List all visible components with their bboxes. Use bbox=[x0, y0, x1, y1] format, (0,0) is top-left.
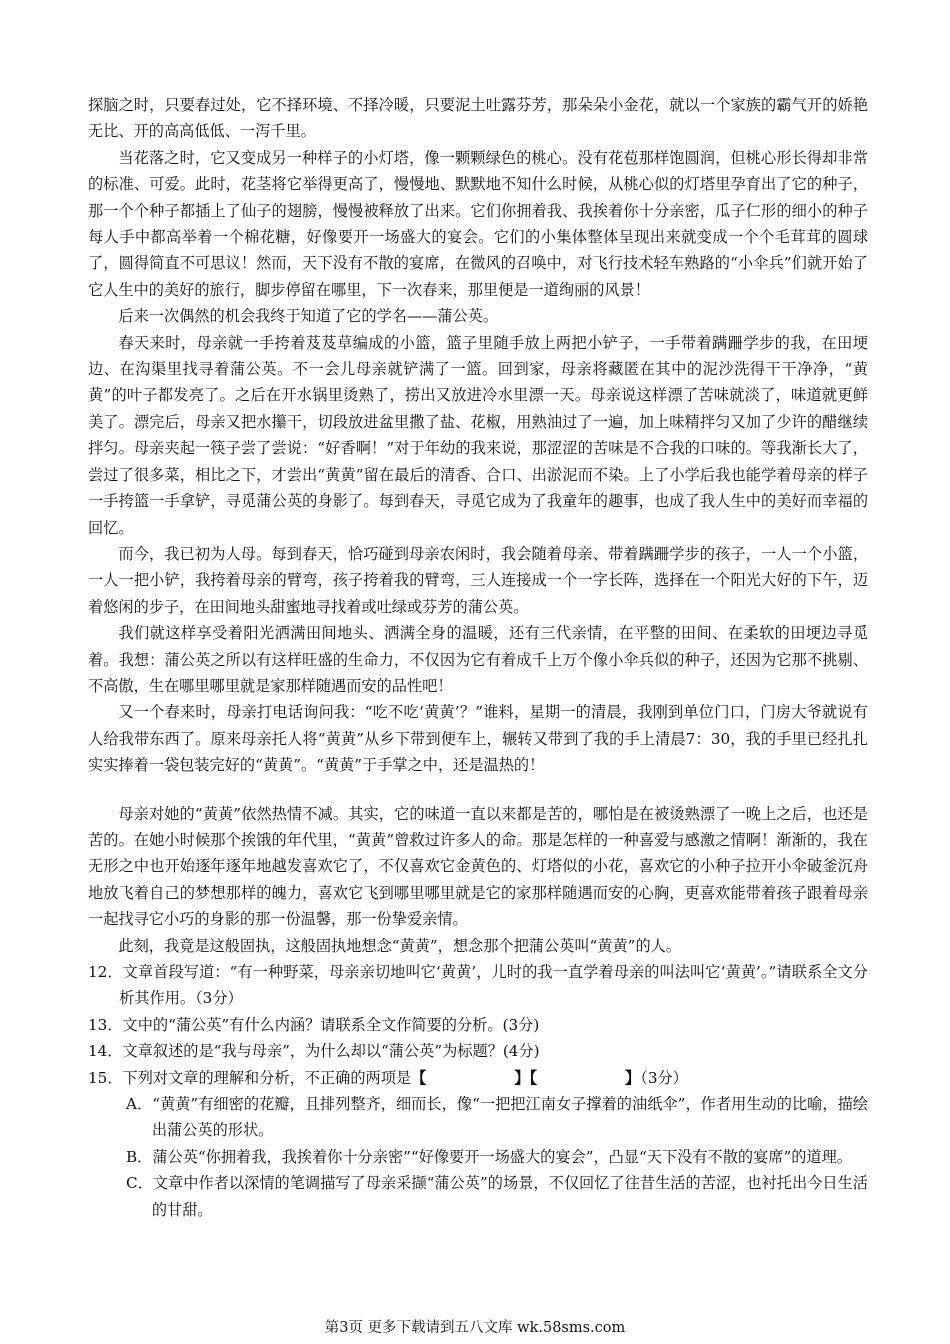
answer-bracket-open: 【 bbox=[411, 1068, 427, 1087]
paragraph: 而今，我已初为人母。每到春天，恰巧碰到母亲农闲时，我会随着母亲、带着蹒跚学步的孩子，一人一个小篮，一人一把小铲，我挎着母亲的臂弯，孩子挎着我的臂弯，三人连接成一个一字长阵，选择在一个阳光大好的下午，迈着悠闲的步子，在田间地头甜蜜地寻找着或吐绿或芬芳的蒲公英。 bbox=[88, 544, 868, 616]
answer-bracket-close: 】 bbox=[514, 1068, 530, 1087]
paragraph: 探脑之时，只要春过处，它不择环境、不择冷暖，只要泥土吐露芬芳，那朵朵小金花，就以一个家族的霸气开的娇艳无比、开的高高低低、一泻千里。 bbox=[88, 96, 868, 141]
paragraph: 当花落之时，它又变成另一种样子的小灯塔，像一颗颗绿色的桃心。没有花苞那样饱圆润，但桃心形长得却非常的标准、可爱。此时，花茎将它举得更高了，慢慢地、默默地不知什么时候，从桃心似的灯塔里孕育出了它的种子，那一个个种子都插上了仙子的翅膀，慢慢被释放了出来。它们你拥着我、我挨着你十分亲密，瓜子仁形的细小的种子每人手中都高举着一个棉花糖，好像要开一场盛大的宴会。它们的小集体整体呈现出来就变成一个个毛茸茸的圆球了，圆得简直不可思议！然而，天下没有不散的宴席，在微风的召唤中，对飞行技术轻车熟路的“小伞兵”们就开始了它人生中的美好的旅行，脚步停留在哪里，下一次春来，那里便是一道绚丽的风景！ bbox=[88, 148, 868, 299]
option-a: A．“黄黄”有细密的花瓣，且排列整齐，细而长，像“一把把江南女子撑着的油纸伞”，作者用生动的比喻，描绘出蒲公英的形状。 bbox=[126, 1095, 868, 1140]
question-12: 12．文章首段写道：“有一种野菜，母亲亲切地叫它‘黄黄’，儿时的我一直学着母亲的叫法叫它‘黄黄’。”请联系全文分析其作用。（3分） bbox=[88, 963, 868, 1008]
option-b: B．蒲公英“你拥着我，我挨着你十分亲密”“好像要开一场盛大的宴会”，凸显“天下没有不散的宴席”的道理。 bbox=[126, 1147, 852, 1166]
page-footer: 第3页 更多下载请到五八文库 wk.58sms.com bbox=[324, 1320, 626, 1336]
paragraph: 后来一次偶然的机会我终于知道了它的学名——蒲公英。 bbox=[118, 307, 499, 326]
paragraph: 母亲对她的“黄黄”依然热情不减。其实，它的味道一直以来都是苦的，哪怕是在被烫熟漂了一晚上之后，也还是苦的。在她小时候那个挨饿的年代里，“黄黄”曾救过许多人的命。那是怎样的一种喜爱与感激之情啊！渐渐的，我在无形之中也开始逐年逐年地越发喜欢它了，不仅喜欢它金黄色的、灯塔似的小花，喜欢它的小种子拉开小伞破釜沉舟地放飞着自己的梦想那样的魄力，喜欢它飞到哪里哪里就是它的家那样随遇而安的心胸，更喜欢能带着孩子跟着母亲一起找寻它小巧的身影的那一份温馨，那一份挚爱亲情。 bbox=[88, 804, 868, 929]
option-c: C．文章中作者以深情的笔调描写了母亲采撷“蒲公英”的场景，不仅回忆了往昔生活的苦涩，也衬托出今日生活的甘甜。 bbox=[126, 1174, 868, 1219]
paragraph: 此刻，我竟是这般固执，这般固执地想念“黄黄”，想念那个把蒲公英叫“黄黄”的人。 bbox=[118, 936, 682, 955]
question-14: 14．文章叙述的是“我与母亲”，为什么却以“蒲公英”为标题？(4分) bbox=[88, 1042, 540, 1061]
question-15-score: （3分） bbox=[640, 1068, 688, 1087]
answer-bracket-close: 】 bbox=[625, 1068, 641, 1087]
spacer bbox=[88, 779, 868, 801]
question-15-text: 15．下列对文章的理解和分析，不正确的两项是 bbox=[88, 1068, 412, 1087]
question-15 bbox=[88, 1065, 868, 1091]
paragraph: 我们就这样享受着阳光洒满田间地头、洒满全身的温暖，还有三代亲情，在平整的田间、在柔软的田埂边寻觅着。我想：蒲公英之所以有这样旺盛的生命力，不仅因为它有着成千上万个像小伞兵似的种子，还因为它那不挑剔、不高傲，生在哪里哪里就是家那样随遇而安的品性吧！ bbox=[88, 624, 868, 695]
question-13: 13．文中的“蒲公英”有什么内涵？请联系全文作简要的分析。(3分) bbox=[88, 1015, 540, 1034]
document-body bbox=[88, 92, 868, 1223]
paragraph: 又一个春来时，母亲打电话询问我：“吃不吃‘黄黄’？”谁料，星期一的清晨，我刚到单位门口，门房大爷就说有人给我带东西了。原来母亲托人将“黄黄”从乡下带到便车上，辗转又带到了我的手上清晨7：30，我的手里已经扎扎实实捧着一袋包装完好的“黄黄”。“黄黄”于手掌之中，还是温热的！ bbox=[88, 703, 868, 775]
answer-bracket-open: 【 bbox=[529, 1068, 538, 1087]
paragraph: 春天来时，母亲就一手挎着芨芨草编成的小篮，篮子里随手放上两把小铲子，一手带着蹒跚学步的我，在田埂边、在沟渠里找寻着蒲公英。不一会儿母亲就铲满了一篮。回到家，母亲将藏匿在其中的泥沙洗得干干净净，“黄黄”的叶子都发亮了。之后在开水锅里烫熟了，捞出又放进冷水里漂一天。母亲说这样漂了苦味就淡了，味道就更鲜美了。漂完后，母亲又把水攥干，切段放进盆里撒了盐、花椒，用熟油过了一遍，加上味精拌匀又加了少许的醋继续拌匀。母亲夹起一筷子尝了尝说：“好香啊！”对于年幼的我来说，那涩涩的苦味是不合我的口味的。等我渐长大了，尝过了很多菜，相比之下，才尝出“黄黄”留在最后的清香、合口、出淤泥而不染。上了小学后我也能学着母亲的样子一手挎篮一手拿铲，寻觅蒲公英的身影了。每到春天，寻觅它成为了我童年的趣事，也成了我人生中的美好而幸福的回忆。 bbox=[88, 333, 868, 537]
